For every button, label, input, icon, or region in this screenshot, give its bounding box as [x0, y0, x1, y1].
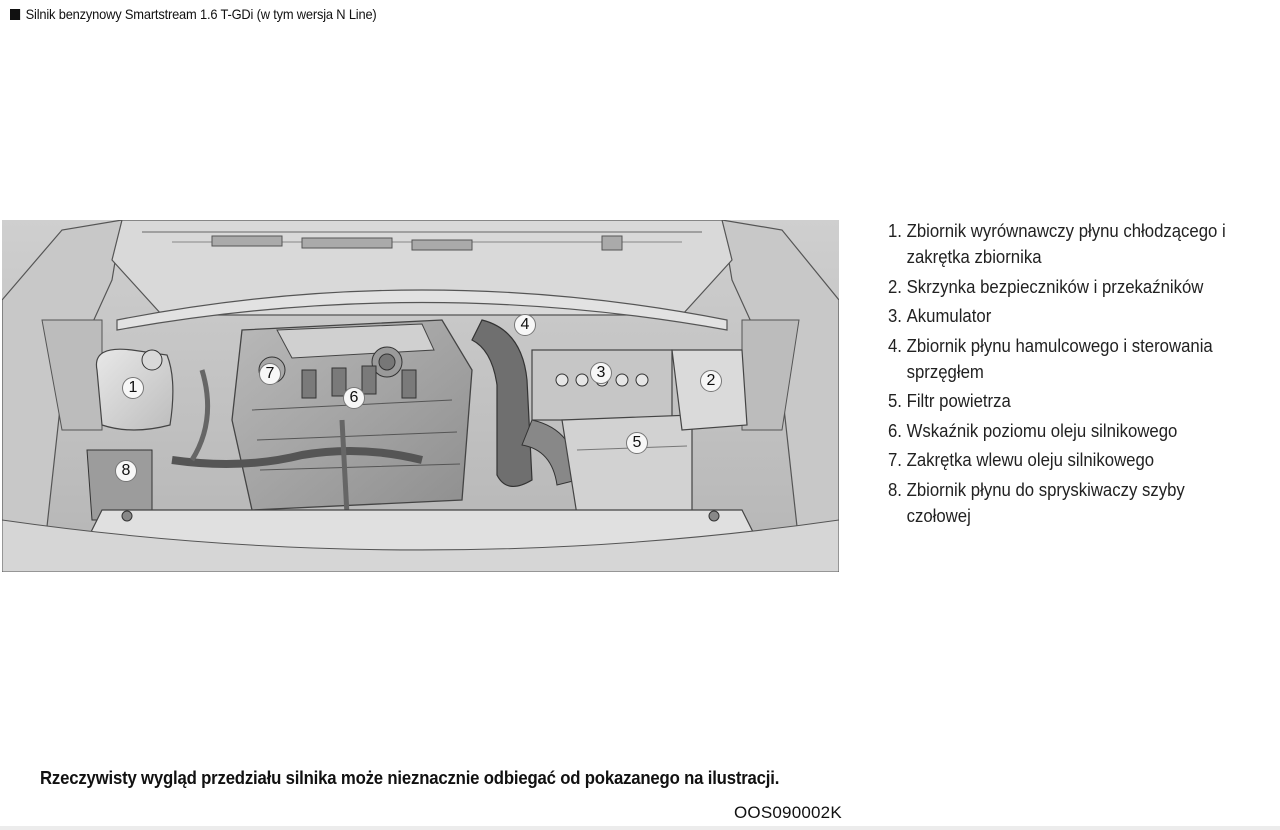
legend-item: 5. Filtr powietrza — [888, 391, 1011, 411]
engine-compartment-illustration — [2, 220, 839, 572]
callout-6: 6 — [343, 387, 365, 409]
callout-2: 2 — [700, 370, 722, 392]
legend-item: 4. Zbiornik płynu hamulcowego i sterowania sprzęgłem — [888, 335, 1213, 382]
figure-code: OOS090002K — [734, 803, 842, 822]
bullet-square-icon — [10, 9, 20, 20]
callout-8: 8 — [115, 460, 137, 482]
component-legend — [888, 218, 1268, 532]
callout-4: 4 — [514, 314, 536, 336]
callout-5: 5 — [626, 432, 648, 454]
legend-item: 8. Zbiornik płynu do spryskiwaczy szyby czołowej — [888, 479, 1185, 526]
legend-item: 2. Skrzynka bezpieczników i przekaźników — [888, 276, 1204, 297]
callout-3: 3 — [590, 362, 612, 384]
legend-item: 1. Zbiornik wyrównawczy płynu chłodzącego i zakrętka zbiornika — [888, 221, 1226, 267]
illustration-disclaimer: Rzeczywisty wygląd przedziału silnika może nieznacznie odbiegać od pokazanego na ilustracji. — [40, 768, 780, 788]
callout-1: 1 — [122, 377, 144, 399]
legend-item: 3. Akumulator — [888, 306, 992, 326]
section-header — [10, 6, 377, 22]
legend-item: 7. Zakrętka wlewu oleju silnikowego — [888, 450, 1155, 470]
legend-item: 6. Wskaźnik poziomu oleju silnikowego — [888, 420, 1178, 441]
section-title: Silnik benzynowy Smartstream 1.6 T-GDi (w tym wersja N Line) — [25, 6, 377, 22]
callout-7: 7 — [259, 363, 281, 385]
